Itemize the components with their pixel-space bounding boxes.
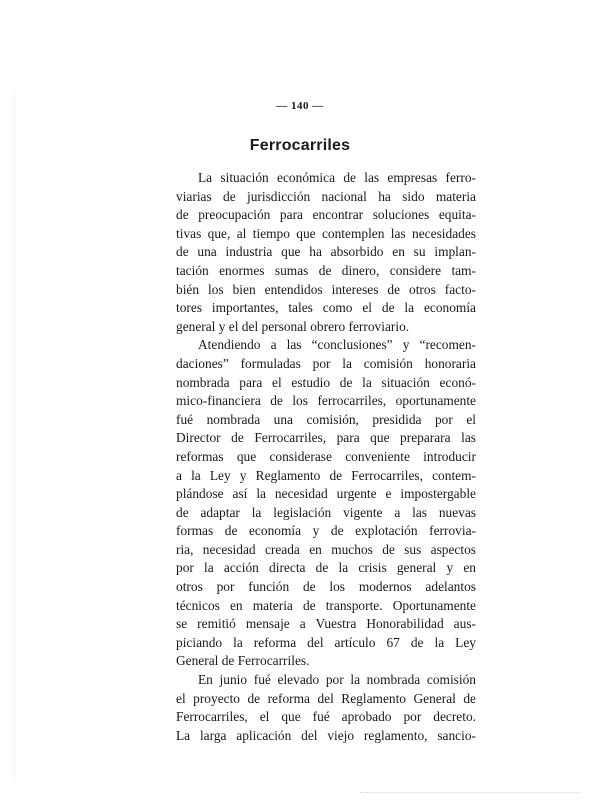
- text-line: La situación económica de las empresas ferro-: [198, 170, 476, 185]
- text-line: ria, necesidad creada en muchos de sus aspectos: [176, 541, 476, 557]
- text-line: General de Ferrocarriles.: [176, 653, 310, 669]
- text-line: daciones” formuladas por la comisión honoraria: [176, 355, 476, 371]
- text-line: se remitió mensaje a Vuestra Honorabilidad aus-: [176, 616, 476, 632]
- scan-artifact: [360, 786, 580, 793]
- text-line: de adaptar la legislación vigente a las nuevas: [176, 504, 476, 520]
- section-title: Ferrocarriles: [249, 137, 351, 154]
- text-line: piciando la reforma del artículo 67 de la Ley: [176, 634, 476, 650]
- text-line: viarias de jurisdicción nacional ha sido materia: [176, 188, 476, 204]
- text-line: fué nombrada una comisión, presidida por el: [176, 411, 476, 427]
- text-line: formas de economía y de explotación ferrovia-: [176, 523, 476, 539]
- text-line: tores importantes, tales como el de la economía: [176, 300, 476, 316]
- text-line: En junio fué elevado por la nombrada comisión: [198, 672, 476, 688]
- text-line: plándose así la necesidad urgente e impostergable: [176, 486, 476, 502]
- text-line: reformas que considerase conveniente introducir: [176, 448, 476, 464]
- text-line: tivas que, al tiempo que contemplen las necesidades: [176, 225, 476, 241]
- text-line: otros por función de los modernos adelantos: [176, 579, 476, 595]
- page-edge-shadow: [14, 90, 16, 780]
- text-line: nombrada para el estudio de la situación econó-: [176, 374, 476, 390]
- text-line: Ferrocarriles, el que fué aprobado por decreto.: [176, 709, 476, 725]
- text-line: a la Ley y Reglamento de Ferrocarriles, contem-: [176, 467, 476, 483]
- text-line: de preocupación para encontrar soluciones equita-: [176, 207, 476, 223]
- text-line: general y el del personal obrero ferroviario.: [176, 318, 410, 334]
- text-line: Director de Ferrocarriles, para que preparara las: [176, 430, 476, 446]
- text-line: mico-financiera de los ferrocarriles, oportunamente: [176, 393, 476, 409]
- text-line: técnicos en materia de transporte. Oportunamente: [176, 597, 476, 613]
- text-line: La larga aplicación del viejo reglamento, sancio-: [176, 727, 476, 743]
- text-line: tación enormes sumas de dinero, considere tam-: [176, 262, 476, 278]
- body-text: [176, 169, 476, 745]
- text-line: Atendiendo a las “conclusiones” y “recomen-: [198, 337, 476, 353]
- text-line: por la acción directa de la crisis general y en: [176, 560, 476, 576]
- text-line: bién los bien entendidos intereses de otros facto-: [176, 281, 476, 297]
- text-line: de una industria que ha absorbido en su implan-: [176, 244, 476, 260]
- page-number: — 140 —: [276, 100, 324, 112]
- text-line: el proyecto de reforma del Reglamento General de: [176, 690, 476, 706]
